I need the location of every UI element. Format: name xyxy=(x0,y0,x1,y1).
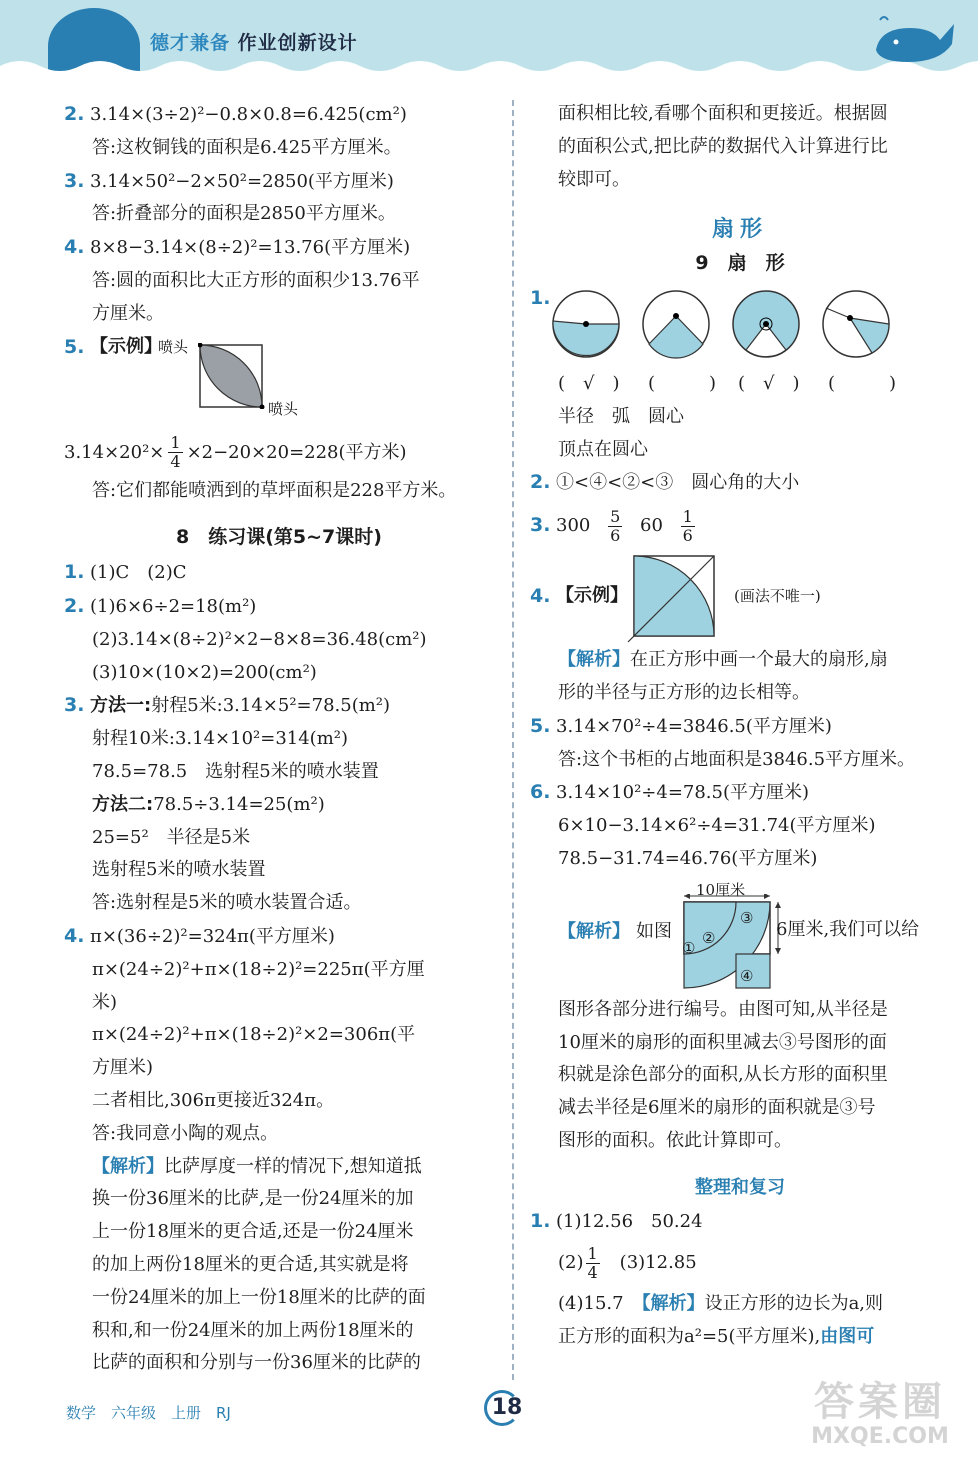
s8-q3-line6: 选射程5米的喷水装置 xyxy=(92,859,266,881)
sprinkler-label-bottom: 喷头 xyxy=(268,399,299,418)
right-q6-line3: 78.5−31.74=46.76(平方厘米) xyxy=(558,847,818,869)
q1-answer-line1: 半径 弧 圆心 xyxy=(558,405,684,427)
question-number: 4. xyxy=(530,585,551,608)
left-q2-line xyxy=(64,98,494,132)
s8-q3-line5: 25=5² 半径是5米 xyxy=(92,826,251,848)
watermark-url: MXQE.COM xyxy=(811,1424,949,1449)
fraction-denominator: 4 xyxy=(587,1262,598,1282)
right-q4-figure-row xyxy=(530,550,950,644)
section-title-8: 8 练习课(第5~7课时) xyxy=(176,526,382,549)
column-divider xyxy=(512,100,514,1380)
dimension-label-side: 6厘米,我们可以给 xyxy=(776,918,920,940)
review-title: 整理和复习 xyxy=(695,1176,785,1198)
header-wave-decoration xyxy=(0,52,978,78)
s8-q4-line2: π×(24÷2)²+π×(18÷2)²=225π(平方厘 xyxy=(92,958,425,980)
formula: 3.14×50²−2×50²=2850(平方厘米) xyxy=(90,170,394,192)
s8-q3-answer: 答:选射程是5米的喷水装置合适。 xyxy=(92,892,362,914)
square-sector-figure xyxy=(626,554,722,644)
explanation-text: 设正方形的边长为a,则 xyxy=(704,1293,884,1315)
note-text: (画法不唯一) xyxy=(734,587,821,606)
mark-4: ( ) xyxy=(828,372,897,394)
s8-q1 xyxy=(64,556,494,590)
fraction-numerator: 1 xyxy=(587,1243,598,1263)
q6-explain-1: 图形各部分进行编号。由图可知,从半径是 xyxy=(558,998,888,1020)
fraction xyxy=(681,508,695,545)
right-continue-3: 较即可。 xyxy=(558,168,630,190)
formula-part: 3.14×20²× xyxy=(64,441,165,463)
formula: 8×8−3.14×(8÷2)²=13.76(平方厘米) xyxy=(90,237,411,259)
s8-q4-line1 xyxy=(64,920,494,954)
answer-text: (3)12.85 xyxy=(601,1252,697,1274)
header-title xyxy=(150,28,358,55)
answer-value: 60 xyxy=(640,515,663,537)
left-q4-answer-1: 答:圆的面积比大正方形的面积少13.76平 xyxy=(92,269,420,291)
formula: 3.14×70²÷4=3846.5(平方厘米) xyxy=(556,715,832,737)
question-number: 3. xyxy=(530,514,551,537)
header-brand: 德才兼备 xyxy=(150,32,231,54)
method-label: 方法二: xyxy=(92,793,154,815)
s8-q2-line2: (2)3.14×(8÷2)²×2−8×8=36.48(cm²) xyxy=(92,628,427,650)
q6-explain-3: 积就是涂色部分的面积,从长方形的面积里 xyxy=(558,1064,888,1086)
fraction xyxy=(586,1245,600,1282)
explanation-tag: 【解析】 xyxy=(641,1293,705,1315)
mark-1: ( √ ) xyxy=(558,372,620,394)
left-q4-line xyxy=(64,231,494,265)
formula: 3.14×10²÷4=78.5(平方厘米) xyxy=(556,782,810,804)
s8-q4-explain-4: 的加上两份18厘米的更合适,其实就是将 xyxy=(92,1253,409,1275)
s8-q2-line1 xyxy=(64,590,494,624)
formula: π×(36÷2)²=324π(平方厘米) xyxy=(90,925,335,947)
q6-explain-5: 图形的面积。依此计算即可。 xyxy=(558,1129,792,1151)
s8-q4-explain-7: 比萨的面积和分别与一份36厘米的比萨的 xyxy=(92,1352,421,1374)
q1-answer-line2: 顶点在圆心 xyxy=(558,438,648,460)
question-number: 5. xyxy=(64,335,85,358)
q6-explain-4: 减去半径是6厘米的扇形的面积就是③号 xyxy=(558,1097,876,1119)
formula: 射程5米:3.14×5²=78.5(m²) xyxy=(151,695,391,717)
left-column xyxy=(64,98,494,1380)
fraction xyxy=(608,508,622,545)
fraction-denominator: 6 xyxy=(682,525,693,545)
s8-q4-explain-6: 积和,和一份24厘米的加上两份18厘米的 xyxy=(92,1319,414,1341)
right-q6-line2: 6×10−3.14×6²÷4=31.74(平方厘米) xyxy=(558,815,876,837)
explanation-tag: 【解析】 xyxy=(558,649,630,671)
s8-q4-line6: 二者相比,306π更接近324π。 xyxy=(92,1089,335,1111)
header-subtitle: 作业创新设计 xyxy=(237,32,358,54)
right-q6-line1 xyxy=(530,776,950,810)
review-q1-line2 xyxy=(530,1238,950,1288)
s8-q2-line3: (3)10×(10×2)=200(cm²) xyxy=(92,661,317,683)
mark-2: ( ) xyxy=(648,372,717,394)
left-q3-line xyxy=(64,165,494,199)
review-q1-line1 xyxy=(530,1205,950,1239)
explanation-tag: 【解析】 xyxy=(558,920,630,942)
question-number: 4. xyxy=(64,236,85,259)
fraction-numerator: 1 xyxy=(682,506,693,526)
left-q3-answer: 答:折叠部分的面积是2850平方厘米。 xyxy=(92,203,396,225)
s8-q4-explain-2: 换一份36厘米的比萨,是一份24厘米的加 xyxy=(92,1188,414,1210)
right-continue-2: 的面积公式,把比萨的数据代入计算进行比 xyxy=(558,135,888,157)
watermark xyxy=(790,1380,970,1460)
region-label-1: ① xyxy=(682,938,696,957)
explanation-text-highlight: 由图可 xyxy=(820,1326,875,1348)
sprinkler-label-top: 喷头 xyxy=(158,337,189,356)
s8-q4-explain-5: 一份24厘米的加上一份18厘米的比萨的面 xyxy=(92,1286,426,1308)
s8-q4-answer: 答:我同意小陶的观点。 xyxy=(92,1122,279,1144)
right-q6-figure-row xyxy=(530,876,950,994)
s8-q4-explain-1 xyxy=(64,1151,494,1184)
example-label: 【示例】 xyxy=(90,335,162,357)
whale-icon xyxy=(870,10,960,66)
question-number: 5. xyxy=(530,714,551,737)
formula: 3.14×(3÷2)²−0.8×0.8=6.425(cm²) xyxy=(90,104,407,125)
question-number: 2. xyxy=(530,471,551,494)
left-q5-answer: 答:它们都能喷洒到的草坪面积是228平方米。 xyxy=(92,479,457,501)
question-number: 3. xyxy=(64,169,85,192)
circle-option-4 xyxy=(823,291,889,357)
fraction xyxy=(168,434,182,471)
left-q5-figure-row xyxy=(64,331,494,431)
fraction-denominator: 6 xyxy=(610,525,621,545)
answer-text: (1)C (2)C xyxy=(90,562,187,584)
s8-q4-line5: 方厘米) xyxy=(92,1057,154,1079)
region-label-4: ④ xyxy=(740,966,754,985)
answer-text: (2) xyxy=(558,1252,584,1274)
answer-text: ①<④<②<③ 圆心角的大小 xyxy=(556,472,800,494)
page-header xyxy=(0,0,978,78)
method-label: 方法一: xyxy=(90,695,152,717)
right-continue-1: 面积相比较,看哪个面积和更接近。根据圆 xyxy=(558,103,888,124)
left-q5-formula xyxy=(64,431,494,475)
left-q4-answer-2: 方厘米。 xyxy=(92,302,164,324)
question-number: 1. xyxy=(530,286,551,309)
section-title-9: 9 扇 形 xyxy=(695,252,785,275)
sector-marks-row xyxy=(530,368,950,401)
left-q2-answer: 答:这枚铜钱的面积是6.425平方厘米。 xyxy=(92,136,402,158)
q4-explain-1 xyxy=(530,644,950,677)
footer-book-info: 数学 六年级 上册 RJ xyxy=(66,1404,231,1422)
fraction-numerator: 5 xyxy=(610,506,621,526)
question-number: 6. xyxy=(530,781,551,804)
s8-q4-line4: π×(24÷2)²+π×(18÷2)²×2=306π(平 xyxy=(92,1024,416,1046)
q6-explain-2: 10厘米的扇形的面积里减去③号图形的面 xyxy=(558,1031,887,1053)
s8-q3-line1 xyxy=(64,689,494,723)
explanation-tag: 【解析】 xyxy=(92,1155,164,1177)
explanation-text: 正方形的面积为a²=5(平方厘米), xyxy=(558,1326,821,1348)
right-column xyxy=(530,98,950,1354)
q4-explain-2: 形的半径与正方形的边长相等。 xyxy=(558,681,810,703)
region-label-3: ③ xyxy=(740,908,754,927)
mark-3: ( √ ) xyxy=(738,372,800,394)
answer-text: (1)12.56 50.24 xyxy=(556,1210,703,1232)
watermark-logo-text: 答案圈 xyxy=(814,1379,946,1425)
right-q5-line xyxy=(530,710,950,744)
page-number-text: 18 xyxy=(491,1395,523,1420)
answer-text: (4)15.7 xyxy=(558,1293,642,1315)
circle-option-3 xyxy=(733,291,799,357)
question-number: 3. xyxy=(64,694,85,717)
fraction-numerator: 1 xyxy=(170,433,181,453)
fraction-denominator: 4 xyxy=(170,452,181,472)
formula: (1)6×6÷2=18(m²) xyxy=(90,595,257,617)
explanation-text: 比萨厚度一样的情况下,想知道抵 xyxy=(164,1155,422,1177)
circle-option-2 xyxy=(643,291,709,358)
question-number: 2. xyxy=(64,103,85,125)
explanation-text: 如图 xyxy=(636,920,672,942)
s8-q4-explain-3: 上一份18厘米的更合适,还是一份24厘米 xyxy=(92,1221,414,1243)
question-number: 4. xyxy=(64,924,85,947)
s8-q3-line4 xyxy=(64,789,494,822)
review-q1-line3 xyxy=(530,1288,950,1321)
page-number xyxy=(482,1388,532,1428)
circle-option-1 xyxy=(553,291,619,357)
unit-title: 扇形 xyxy=(711,217,768,243)
explanation-text: 在正方形中画一个最大的扇形,扇 xyxy=(630,649,888,671)
example-label: 【示例】 xyxy=(556,585,628,607)
right-q2 xyxy=(530,466,950,500)
question-number: 2. xyxy=(64,594,85,617)
sector-circles-figure xyxy=(550,288,910,362)
formula-part: ×2−20×20=228(平方米) xyxy=(186,441,407,463)
question-number: 1. xyxy=(530,1209,551,1232)
dimension-label-top: 10厘米 xyxy=(696,880,746,899)
right-q3 xyxy=(530,500,950,550)
s8-q3-line3: 78.5=78.5 选射程5米的喷水装置 xyxy=(92,760,379,782)
sector-circles-row xyxy=(530,282,950,368)
question-number: 1. xyxy=(64,561,85,584)
formula: 78.5÷3.14=25(m²) xyxy=(153,793,325,815)
region-label-2: ② xyxy=(702,928,716,947)
lawn-sprinkler-figure xyxy=(198,343,268,409)
right-q5-answer: 答:这个书柜的占地面积是3846.5平方厘米。 xyxy=(558,748,916,770)
s8-q3-line2: 射程10米:3.14×10²=314(m²) xyxy=(92,728,349,750)
s8-q4-line3: 米) xyxy=(92,991,118,1013)
review-q1-line4 xyxy=(530,1321,950,1354)
answer-value: 300 xyxy=(556,515,591,537)
